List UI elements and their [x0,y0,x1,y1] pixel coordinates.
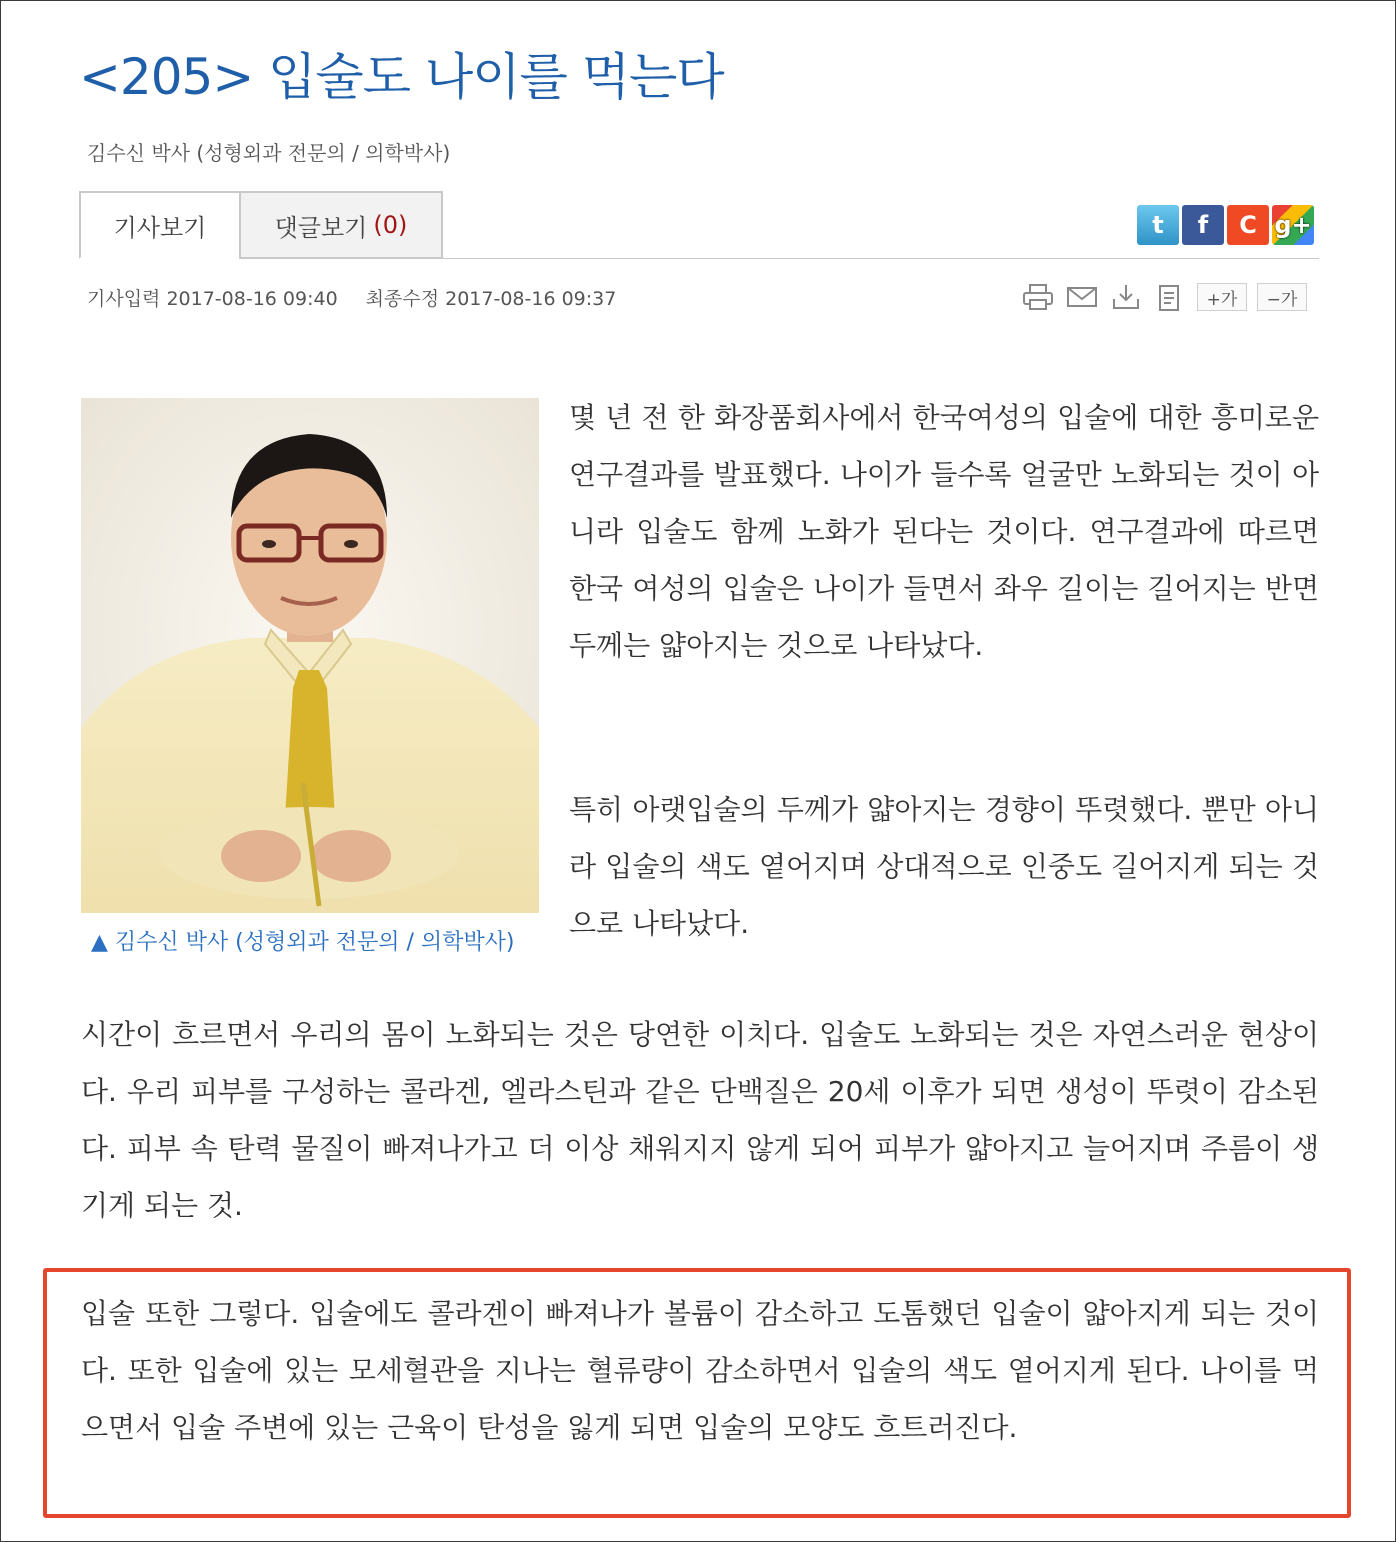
font-decrease-button[interactable]: −가 [1257,283,1307,311]
body-paragraph-4-highlighted: 입술 또한 그렇다. 입술에도 콜라겐이 빠져나가 볼륨이 감소하고 도톰했던 입술이 얇아지게 되는 것이다. 또한 입술에 있는 모세혈관을 지나는 혈류량이 감소하면서 입술의 색도 옅어지게 된다. 나이를 먹으면서 입술 주변에 있는 근육이 탄성을 잃게 되면 입술의 모양도 흐트러진다. [81,1297,1319,1444]
tab-comments-label: 댓글보기 [274,213,368,242]
tab-article-label: 기사보기 [113,213,207,242]
input-date: 기사입력 2017-08-16 09:40 [87,288,338,310]
comment-count: (0) [373,211,408,239]
copy-icon[interactable] [1153,282,1187,312]
body-paragraph-2: 특히 아랫입술의 두께가 얇아지는 경향이 뚜렷했다. 뿐만 아니라 입술의 색도 옅어지며 상대적으로 인중도 길어지게 되는 것으로 나타났다. [569,793,1319,940]
article-tabs [79,191,1319,259]
font-increase-button[interactable]: +가 [1197,283,1247,311]
tab-comments[interactable] [239,191,443,259]
twitter-icon[interactable]: t [1137,205,1179,245]
body-paragraph-3: 시간이 흐르면서 우리의 몸이 노화되는 것은 당연한 이치다. 입술도 노화되는 것은 자연스러운 현상이다. 우리 피부를 구성하는 콜라겐, 엘라스틴과 같은 단백질은 20세 이후가 되면 생성이 뚜렷이 감소된다. 피부 속 탄력 물질이 빠져나가고 더 이상 채워지지 않게 되어 피부가 얇아지고 늘어지며 주름이 생기게 되는 것. [81,1018,1319,1222]
article-dates [87,284,616,311]
author-photo [81,398,539,913]
social-share-bar [1137,205,1314,245]
photo-caption: ▲ 김수신 박사 (성형외과 전문의 / 의학박사) [91,930,515,955]
modified-date: 최종수정 2017-08-16 09:37 [365,288,617,310]
author-byline: 김수신 박사 (성형외과 전문의 / 의학박사) [87,141,451,165]
article-tools [1021,282,1307,312]
body-paragraph-1: 몇 년 전 한 화장품회사에서 한국여성의 입술에 대한 흥미로운 연구결과를 발표했다. 나이가 들수록 얼굴만 노화되는 것이 아니라 입술도 함께 노화가 된다는 것이다. 연구결과에 따르면 한국 여성의 입술은 나이가 들면서 좌우 길이는 길어지는 반면 두께는 얇아지는 것으로 나타났다. [569,401,1319,662]
tab-article[interactable] [79,191,241,259]
cyworld-icon[interactable]: C [1227,205,1269,245]
google-plus-icon[interactable]: g+ [1272,205,1314,245]
facebook-icon[interactable]: f [1182,205,1224,245]
email-icon[interactable] [1065,282,1099,312]
tab-divider [441,258,1319,259]
download-icon[interactable] [1109,282,1143,312]
print-icon[interactable] [1021,282,1055,312]
article-title: <205> 입술도 나이를 먹는다 [79,48,724,106]
